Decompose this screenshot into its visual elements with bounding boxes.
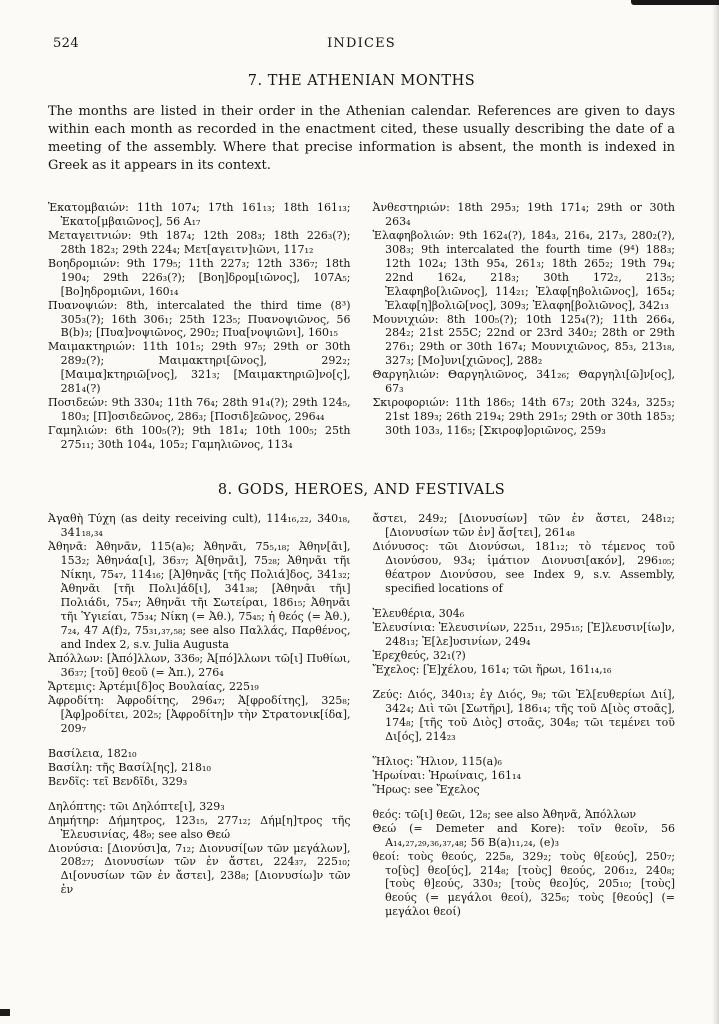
page-header [48, 36, 675, 53]
index-entry: Μαιμακτηριών: 11th 101₅; 29th 97₅; 29th or 30th 289₂(?); Μαιμακτηρι[ῶνος], 292₂; [Μαιμα]κτηριῶ[νος], 321₃; [Μαιμακτηριῶ]νο[ς], 281₄(?) [48, 340, 351, 396]
index-entry: Ἐλευσίνια: Ἐλευσινίων, 225₁₁, 295₁₅; [Ἐ]λευσιν[ίω]ν, 248₁₃; Ἐ[λε]υσινίων, 249₄ [372, 620, 675, 648]
index-entry: Ἔχελος: [Ἐ]χέλου, 161₄; τῶι ἥρωι, 161₁₄,₁₆ [372, 662, 612, 676]
section-gods-heroes-festivals [48, 482, 675, 919]
months-index-right-column [373, 201, 676, 452]
index-entry: Ἄρτεμις: Ἀρτέμι[δ]ος Βουλαίας, 225₁₉ [48, 679, 259, 693]
index-entry: Γαμηλιών: 6th 100₅(?); 9th 181₄; 10th 100₅; 25th 275₁₁; 30th 104₄, 105₂; Γαμηλιῶνος, 113₄ [48, 424, 351, 452]
index-entry: Ἀφροδίτη: Ἀφροδίτης, 296₄₇; Ἀ[φροδίτης], 325₈; [Ἀφ]ροδίτει, 202₅; [Ἀφροδίτη]ν τὴν Στρατονικ[ίδα], 209₇ [48, 693, 351, 735]
index-entry: Ζεύς: Διός, 340₁₃; ἐγ Διός, 9₈; τῶι Ἐλ[ευθερίωι Διί], 342₄; Διὶ τῶι [Σωτῆρι], 186₁₄; τῆς τοῦ Δ[ιὸς στοᾶς], 174₈; [τῆς τοῦ Διὸς] στοᾶς, 304₈; τῶι τεμένει τοῦ Δι[ός], 214₂₃ [372, 687, 675, 743]
index-entry: Βασίλη: τῆς Βασίλ[ης], 218₁₀ [48, 760, 211, 774]
gods-index [48, 512, 675, 919]
index-entry: Μεταγειτνιών: 9th 187₄; 12th 208₃; 18th 226₃(?); 28th 182₃; 29th 224₄; Μετ[αγειτν]ιῶνι, 117₁₂ [48, 228, 351, 256]
index-entry: Ποσιδεών: 9th 330₄; 11th 76₄; 28th 91₄(?); 29th 124₅, 180₃; [Π]οσιδεῶνος, 286₃; [Ποσιδ]εῶνος, 296₄₄ [48, 396, 351, 424]
index-entry: Βοηδρομιών: 9th 179₅; 11th 227₃; 12th 336₇; 18th 190₄; 29th 226₃(?); [Βοη]δρομ[ιῶνος], 107A₅; [Βο]ηδρομιῶνι, 160₁₄ [48, 256, 351, 298]
index-entry: Ἐρεχθεύς, 32₁(?) [372, 648, 466, 662]
index-entry: ἄστει, 249₂; [Διονυσίων] τῶν ἐν ἄστει, 248₁₂; [Διονυσίων τῶν ἐν] ἄσ[τει], 261₄₈ [372, 512, 675, 540]
index-entry: Δημήτηρ: Δήμητρος, 123₁₅, 277₁₂; Δήμ[η]τρος τῆς Ἐλευσινίας, 48₉; see also Θεώ [48, 813, 351, 841]
index-entry: Βασίλεια, 182₁₀ [48, 746, 137, 760]
months-index [48, 201, 675, 452]
index-entry: Ἀνθεστηριών: 18th 295₃; 19th 171₄; 29th or 30th 263₄ [372, 200, 675, 228]
index-entry: Ἥρως: see Ἔχελος [372, 782, 480, 796]
index-entry: θεοί: τοὺς θεούς, 225₈, 329₂; τοὺς θ[εούς], 250₇; το[ὺς] θεο[ύς], 214₈; [τοὺς] θεούς, 206₁₂, 240₈; [τοὺς θ]εούς, 330₃; [τοὺς θεο]ύς, 205₁₀; [τοὺς] θεούς (= μεγάλοι θεοί), 325₆; τοὺς [θεούς] (= μεγάλοι θεοί) [372, 849, 675, 919]
index-entry: Θεώ (= Demeter and Kore): τοῖν θεοῖν, 56 A₁₄,₂₇,₂₉,₃₆,₃₇,₄₈; 56 B(a)₁₁,₂₄, (e)₃ [372, 821, 675, 849]
page-number: 524 [53, 36, 80, 51]
index-entry: Μουνιχιών: 8th 100₅(?); 10th 125₄(?); 11th 266₄, 284₂; 21st 255C; 22nd or 23rd 340₂; 28th or 29th 276₁; 29th or 30th 167₄; Μουνιχιῶνος, 85₃, 213₁₈, 327₃; [Μο]υνι[χιῶνος], 288₂ [372, 312, 675, 368]
index-entry: Διονύσια: [Διονύσι]α, 7₁₂; Διονυσί[ων τῶν μεγάλων], 208₂₇; Διονυσίων τῶν ἐν ἄστει, 224₃₇, 225₁₀; Δι[ονυσίων τῶν ἐν ἄστει], 238₈; [Διονυσίω]ν τῶν ἐν [48, 841, 351, 897]
index-entry: Δηλόπτης: τῶι Δηλόπτε[ι], 329₃ [48, 799, 225, 813]
entry-group-gap [373, 744, 676, 755]
scan-artifact-right-edge [712, 0, 719, 1024]
scan-artifact-top-right [631, 0, 719, 5]
entry-group-gap [373, 677, 676, 688]
section-athenian-months [48, 73, 675, 452]
gods-index-left-column [48, 512, 351, 919]
index-entry: Διόνυσος: τῶι Διονύσωι, 181₁₂; τὸ τέμενος τοῦ Διονύσου, 93₄; ἱμάτιον Διονυσι[ακόν], 296₁₀₅; θέατρον Διονύσου, see Index 9, s.v. Assembly, specified locations of [372, 540, 675, 596]
section-7-heading: 7. THE ATHENIAN MONTHS [247, 73, 476, 89]
scan-artifact-bottom-left [0, 1009, 10, 1016]
index-entry: Ἐλευθέρια, 304₆ [372, 607, 465, 620]
section-7-intro: The months are listed in their order in the Athenian calendar. References are given to days within each month as recorded in the enactment cited, these usually describing the date of a meeting of the assembly. Where that precise information is absent, the month is indexed in Greek as it appears in its context. [48, 104, 675, 173]
entry-group-gap [373, 596, 676, 607]
index-entry: Ἀπόλλων: [Ἀπό]λλων, 336₉; Ἀ[πό]λλωνι τῶ[ι] Πυθίωι, 36₃₇; [τοῦ] θεοῦ (= Ἀπ.), 276₄ [48, 651, 351, 679]
index-entry: Σκιροφοριών: 11th 186₅; 14th 67₃; 20th 324₃, 325₃; 21st 189₃; 26th 219₄; 29th 291₅; 29th or 30th 185₃; 30th 103₃, 116₅; [Σκιροφ]οριῶνος, 259₃ [372, 396, 675, 438]
index-entry: Θαργηλιών: Θαργηλιῶνος, 341₂₆; Θαργηλι[ῶ]ν[ος], 67₃ [372, 368, 675, 396]
index-entry: Ἑκατομβαιών: 11th 107₄; 17th 161₁₃; 18th 161₁₃; Ἑκατο[μβαιῶνος], 56 A₁₇ [48, 200, 351, 228]
entry-group-gap [48, 736, 351, 747]
index-entry: Ἥλιος: Ἥλιον, 115(a)₆ [372, 754, 502, 768]
index-entry: Πυανοψιών: 8th, intercalated the third time (8³) 305₃(?); 16th 306₁; 25th 123₅; Πυανοψιῶνος, 56 B(b)₃; [Πυα]νοψιῶνος, 290₂; Πυα[νοψιῶνι], 160₁₅ [48, 298, 351, 340]
entry-group-gap [373, 797, 676, 808]
index-entry: Ἐλαφηβολιών: 9th 162₄(?), 184₃, 216₄, 217₃, 280₂(?), 308₃; 9th intercalated the fourth time (9⁴) 188₃; 12th 102₄; 13th 95₄, 261₃; 18th 265₂; 19th 79₄; 22nd 162₄, 218₃; 30th 172₂, 213₅; Ἐλαφηβο[λιῶνος], 114₂₁; Ἐλαφ[ηβολιῶνος], 165₄; Ἐλαφ[η]βολιῶ[νος], 309₃; Ἐλαφη[βολιῶνος], 342₁₃ [372, 228, 675, 312]
section-8-heading: 8. GODS, HEROES, AND FESTIVALS [217, 482, 506, 499]
index-entry: Ἀγαθὴ Τύχη (as deity receiving cult), 114₁₆,₂₂, 340₁₈, 341₁₈,₃₄ [48, 512, 351, 540]
gods-index-right-column [373, 512, 676, 919]
months-index-left-column [48, 201, 351, 452]
index-entry: Ἡρωίναι: Ἡρωίναις, 161₁₄ [372, 768, 521, 782]
index-entry: Βενδῖς: τεῖ Βενδῖδι, 329₃ [48, 774, 188, 788]
running-head: INDICES [327, 36, 396, 51]
index-entry: θεός: τῶ[ι] θεῶι, 12₈; see also Ἀθηνᾶ, Ἀπόλλων [372, 807, 637, 821]
index-entry: Ἀθηνᾶ: Ἀθηνᾶν, 115(a)₆; Ἀθηνᾶι, 75₅,₁₈; Ἀθην[ᾶι], 153₂; Ἀθηνάα[ι], 36₃₇; Ἀ[θηνᾶι], 75₂₈; Ἀθηνᾶι τῆι Νίκηι, 75₄₇, 114₁₆; [Ἀ]θηνᾶς [τῆς Πολιά]δος, 341₃₂; Ἀθηνᾶι [τῆι Πολι]άδ[ι], 341₃₈; [Ἀθηνᾶι τῆι] Πολιάδι, 75₄₇; Ἀθηνᾶι τῆι Σωτείραι, 186₁₅; Ἀθηνᾶι τῆι Ὑγιείαι, 75₃₄; Νίκη (= Ἀθ.), 75₄₅; ἡ θεός (= Ἀθ.), 7₂₄, 47 A(f)₂, 75₃₁,₃₇,₅₈; see also Παλλάς, Παρθένος, and Index 2, s.v. Julia Augusta [48, 540, 351, 651]
entry-group-gap [48, 789, 351, 800]
